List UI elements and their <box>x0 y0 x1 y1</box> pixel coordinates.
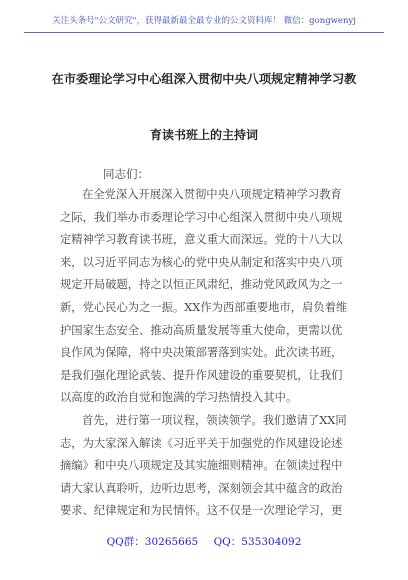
body-line: 良作风为保障，将中央决策部署落到实处。此次读书班， <box>60 346 343 360</box>
body-line: 护国家生态安全、推动高质量发展等重大使命，更需以优 <box>60 323 343 337</box>
footer-contact <box>0 534 408 549</box>
body-line: 定精神学习教育读书班，意义重大而深远。党的十八大以 <box>60 233 343 247</box>
body-line: 之际，我们举办市委理论学习中心组深入贯彻中央八项规 <box>60 210 343 224</box>
body-line: 摘编》和中央八项规定及其实施细则精神。在领读过程中 <box>60 459 343 473</box>
document-title-line-1: 在市委理论学习中心组深入贯彻中央八项规定精神学习教 <box>51 72 357 86</box>
document-title-line-2: 育读书班上的主持词 <box>149 128 258 142</box>
body-line: 规定开局破题，持之以恒正风肃纪，推动党风政风为之一 <box>60 278 343 292</box>
header-promo-note: 关注头条号"公文研究"，获得最新最全最专业的公文资料库！ 微信：gongwenyj <box>24 12 384 33</box>
body-line: 以高度的政治自觉和饱满的学习热情投入其中。 <box>60 391 298 405</box>
greeting: 同志们： <box>103 167 149 181</box>
body-line: 请大家认真聆听，边听边思考，深刻领会其中蕴含的政治 <box>60 481 343 495</box>
body-line: 志，为大家深入解读《习近平关于加强党的作风建设论述 <box>60 436 343 450</box>
body-line: 首先，进行第一项议程，领读领学。我们邀请了XX同 <box>82 413 347 427</box>
body-line: 是我们强化理论武装、提升作风建设的重要契机，让我们 <box>60 368 343 382</box>
body-line: 要求、纪律规定和为民情怀。这不仅是一次理论学习，更 <box>60 504 343 518</box>
body-line: 来，以习近平同志为核心的党中央从制定和落实中央八项 <box>60 255 343 269</box>
footer-qq: QQ：535304092 <box>213 536 302 548</box>
document-body <box>60 184 360 523</box>
body-line: 新，党心民心为之一振。XX作为西部重要地市，肩负着维 <box>60 300 348 314</box>
body-line: 在全党深入开展深入贯彻中央八项规定精神学习教育 <box>82 188 342 201</box>
footer-qq-group: QQ群：30265665 <box>106 536 199 548</box>
